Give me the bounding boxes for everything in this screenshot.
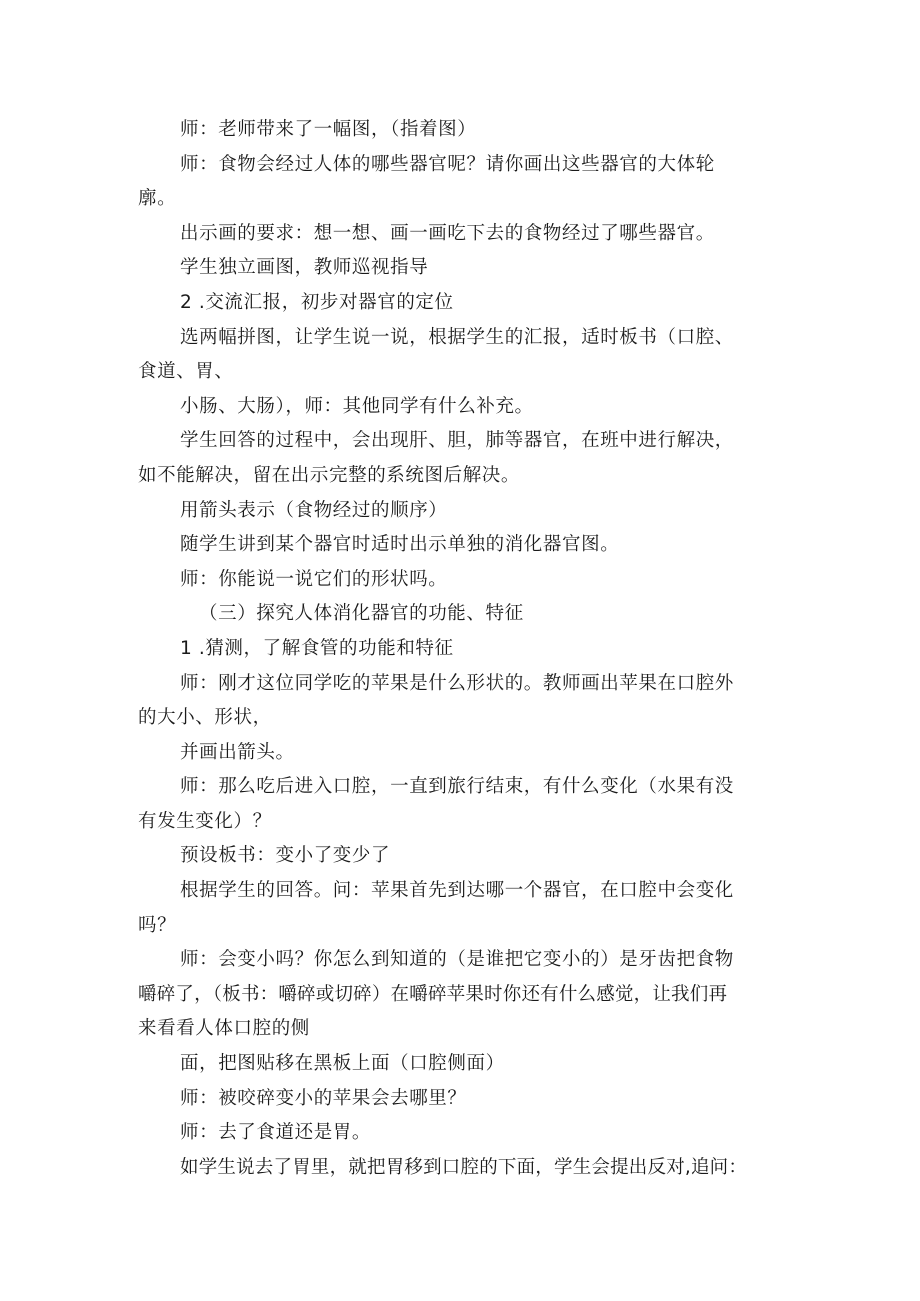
paragraph-line: 师：食物会经过人体的哪些器官呢？请你画出这些器官的大体轮 [180,153,715,175]
paragraph-line: 师：你能说一说它们的形状吗。 [180,568,448,590]
paragraph-line: 师：会变小吗？你怎么到知道的（是谁把它变小的）是牙齿把食物 [180,949,734,971]
paragraph-line: 嚼碎了，（板书：嚼碎或切碎）在嚼碎苹果时你还有什么感觉，让我们再 [138,983,728,1005]
paragraph-line: 有发生变化）？ [138,810,272,832]
paragraph-line: 面，把图贴移在黑板上面（口腔侧面） [180,1053,505,1075]
paragraph-line: 食道、胃、 [138,361,234,383]
paragraph-line: 用箭头表示（食物经过的顺序） [180,499,448,521]
paragraph-line: 师：去了食道还是胃。 [180,1122,372,1144]
section-heading: 1 .猜测，了解食管的功能和特征 [180,637,454,659]
paragraph-line: 如不能解决，留在出示完整的系统图后解决。 [138,464,521,486]
paragraph-line: 选两幅拼图，让学生说一说，根据学生的汇报，适时板书（口腔、 [180,326,734,348]
paragraph-line: 并画出箭头。 [180,741,295,763]
paragraph-line: 来看看人体口腔的侧 [138,1018,310,1040]
paragraph-line: 师：老师带来了一幅图，（指着图） [180,119,477,140]
paragraph-line: 廓。 [138,188,177,210]
paragraph-line: 出示画的要求：想一想、画一画吃下去的食物经过了哪些器官。 [180,222,715,244]
paragraph-line: 师：被咬碎变小的苹果会去哪里？ [180,1087,467,1109]
paragraph-line: 学生独立画图，教师巡视指导 [180,257,429,279]
paragraph-line: 根据学生的回答。问：苹果首先到达哪一个器官，在口腔中会变化 [180,880,734,902]
paragraph-line: 如学生说去了胃里，就把胃移到口腔的下面，学生会提出反对,追问： [180,1156,748,1178]
paragraph-line: 吗？ [138,914,177,936]
paragraph-line: 师：那么吃后进入口腔，一直到旅行结束，有什么变化（水果有没 [180,776,734,798]
paragraph-line: 师：刚才这位同学吃的苹果是什么形状的。教师画出苹果在口腔外 [180,672,734,694]
paragraph-line: 预设板书：变小了变少了 [180,845,391,867]
section-heading: 2 .交流汇报，初步对器官的定位 [180,291,454,313]
paragraph-line: 的大小、形状， [138,707,272,729]
document-body [138,113,788,1185]
paragraph-line: 小肠、大肠），师：其他同学有什么补充。 [180,395,534,417]
section-heading: （三）探究人体消化器官的功能、特征 [199,603,524,625]
paragraph-line: 随学生讲到某个器官时适时出示单独的消化器官图。 [180,534,620,556]
paragraph-line: 学生回答的过程中，会出现肝、胆，肺等器官，在班中进行解决， [180,430,734,452]
